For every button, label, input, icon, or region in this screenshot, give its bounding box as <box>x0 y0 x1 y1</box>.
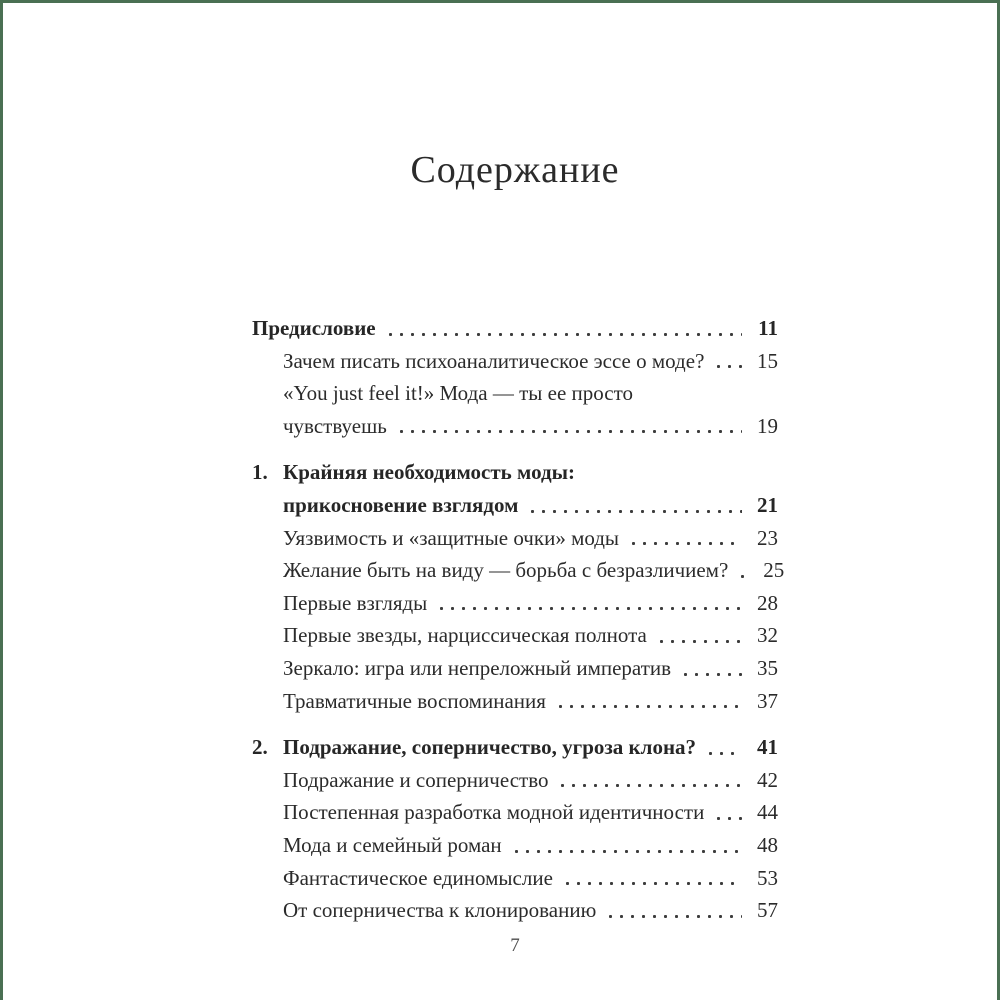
toc-page-number: 35 <box>757 655 778 680</box>
toc-entry-line <box>252 587 778 620</box>
dot-leader <box>552 685 742 718</box>
dot-leader <box>602 894 742 927</box>
dot-leader <box>734 554 748 587</box>
chapter-number <box>252 619 283 652</box>
chapter-number <box>252 554 283 587</box>
toc-entry-line <box>252 312 778 345</box>
toc-page-number: 28 <box>757 590 778 615</box>
chapter-number <box>252 764 283 797</box>
chapter-number <box>252 410 283 443</box>
toc-entry-line <box>252 345 778 378</box>
chapter-number <box>252 377 283 410</box>
dot-leader <box>433 587 742 620</box>
toc-entry-label: Подражание, соперничество, угроза клона? <box>283 735 697 760</box>
toc-entry-line <box>252 685 778 718</box>
page-title: Содержание <box>410 149 620 191</box>
toc-entry-line <box>252 456 778 489</box>
toc-entry-label: Мода и семейный роман <box>283 832 502 857</box>
dot-leader <box>625 522 742 555</box>
toc-entry-label: Зеркало: игра или непреложный императив <box>283 655 672 680</box>
toc-entry-label: Первые звезды, нарциссическая полнота <box>283 623 647 648</box>
toc-page-number: 11 <box>758 316 778 340</box>
toc-entry-line <box>252 894 778 927</box>
toc-entry-label: чувствуешь <box>283 413 387 438</box>
chapter-number <box>252 862 283 895</box>
toc-page-number: 32 <box>757 623 778 648</box>
toc-entry-label: Крайняя необходимость моды: <box>283 460 575 485</box>
chapter-number <box>252 652 283 685</box>
toc-entry-label: «You just feel it!» Мода — ты ее просто <box>283 381 633 406</box>
dot-leader <box>702 731 742 764</box>
toc-entry-line <box>252 829 778 862</box>
toc-entry-line <box>252 377 778 410</box>
toc-page-number: 37 <box>757 688 778 713</box>
toc-entry-label: Подражание и соперничество <box>283 767 549 792</box>
toc-entry-line <box>252 796 778 829</box>
toc-entry-label: Постепенная разработка модной идентичности <box>283 800 705 825</box>
toc-page-number: 23 <box>757 525 778 550</box>
toc-list <box>252 312 785 927</box>
toc-entry-label: прикосновение взглядом <box>283 492 519 517</box>
dot-leader <box>677 652 742 685</box>
chapter-number <box>252 894 283 927</box>
dot-leader <box>710 796 742 829</box>
toc-entry-label: От соперничества к клонированию <box>283 898 597 923</box>
toc-entry-label: Травматичные воспоминания <box>283 688 546 713</box>
chapter-number: 1. <box>252 460 268 485</box>
page-content <box>252 148 785 958</box>
toc-page-number: 44 <box>757 800 778 825</box>
dot-leader <box>559 862 742 895</box>
toc-entry-line <box>252 554 785 587</box>
toc-entry-line <box>252 522 778 555</box>
chapter-number <box>252 522 283 555</box>
toc-entry-label: Уязвимость и «защитные очки» моды <box>283 525 620 550</box>
toc-entry-line <box>252 489 778 522</box>
chapter-number <box>252 829 283 862</box>
dot-leader <box>653 619 742 652</box>
chapter-number <box>252 587 283 620</box>
toc-entry-line <box>252 652 778 685</box>
dot-leader <box>508 829 742 862</box>
dot-leader <box>554 764 742 797</box>
footer-page-number: 7 <box>510 934 520 956</box>
dot-leader <box>393 410 742 443</box>
chapter-number <box>252 796 283 829</box>
toc-page-number: 48 <box>757 832 778 857</box>
toc-page-number: 21 <box>757 492 778 517</box>
dot-leader <box>524 489 742 522</box>
chapter-number <box>252 685 283 718</box>
toc-entry-label: Желание быть на виду — борьба с безразличием? <box>283 558 729 583</box>
toc-entry-label: Первые взгляды <box>283 590 428 615</box>
toc-page-number: 19 <box>757 413 778 438</box>
toc-page-number: 41 <box>757 735 778 760</box>
toc-page-number: 53 <box>757 865 778 890</box>
toc-entry-line <box>252 410 778 443</box>
toc-entry-label: Предисловие <box>252 316 376 340</box>
toc-page-number: 15 <box>757 348 778 373</box>
toc-page-number: 25 <box>763 558 785 583</box>
toc-entry-label: Зачем писать психоаналитическое эссе о моде? <box>283 348 705 373</box>
dot-leader <box>710 345 742 378</box>
dot-leader <box>382 312 742 345</box>
chapter-number <box>252 489 283 522</box>
toc-page-number: 42 <box>757 767 778 792</box>
toc-entry-line <box>252 764 778 797</box>
toc-entry-line <box>252 862 778 895</box>
toc-entry-label: Фантастическое единомыслие <box>283 865 553 890</box>
toc-page-number: 57 <box>757 898 778 923</box>
toc-entry-line <box>252 619 778 652</box>
toc-entry-line <box>252 731 778 764</box>
chapter-number: 2. <box>252 735 268 760</box>
chapter-number <box>252 345 283 378</box>
